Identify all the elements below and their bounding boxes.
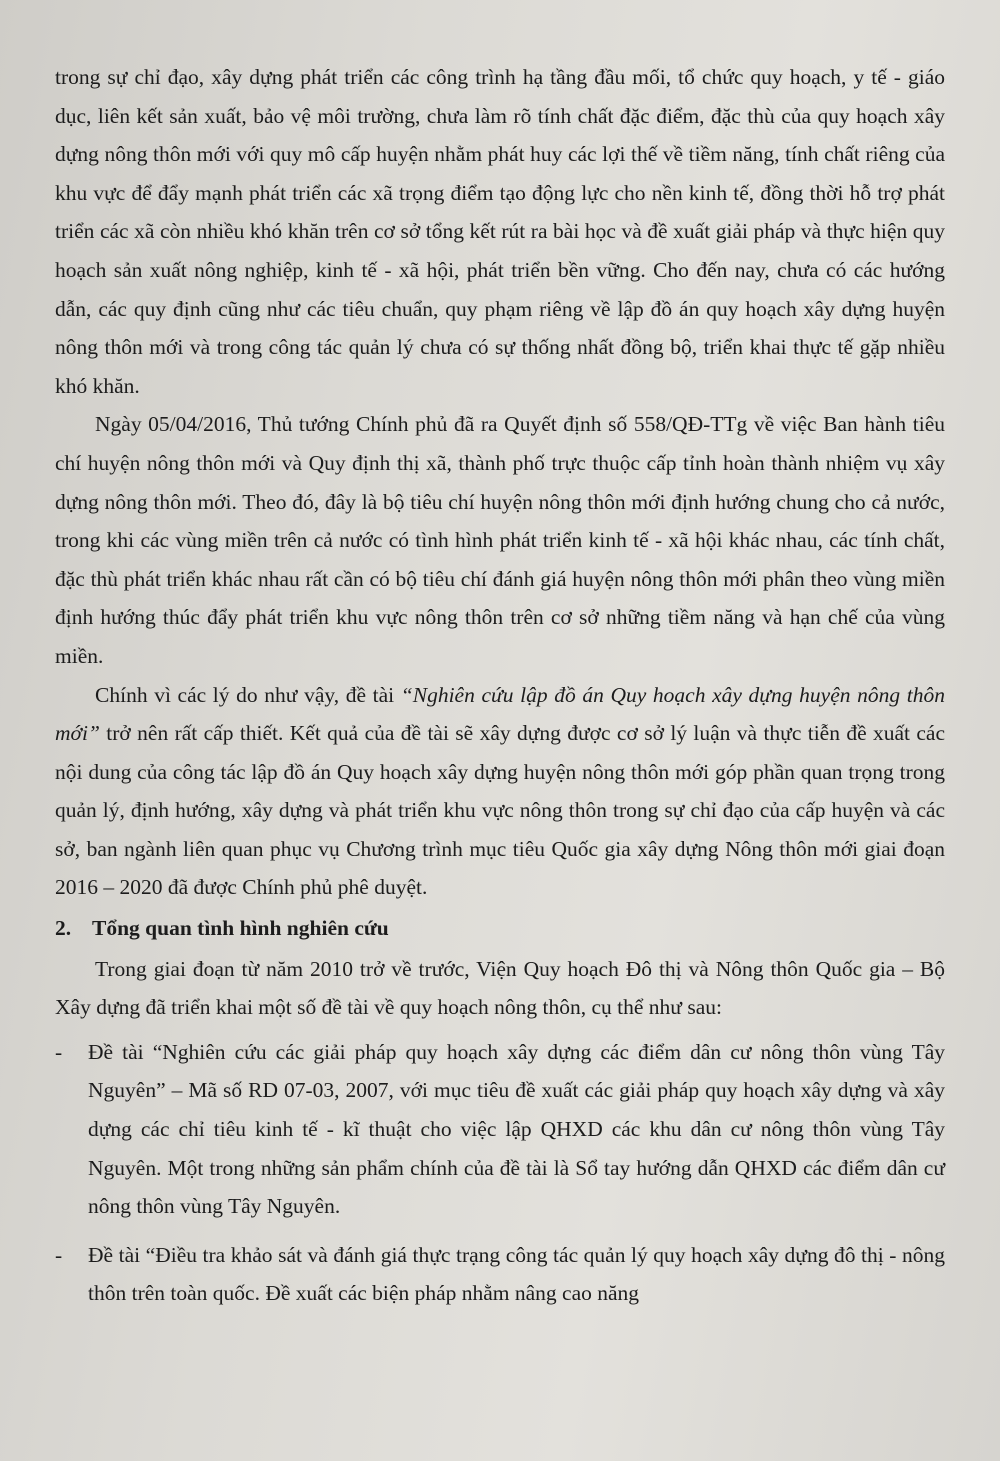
paragraph-3-end: trở nên rất cấp thiết. Kết quả của đề tài sẽ xây dựng được cơ sở lý luận và thực tiễn đề xuất các nội dung của công tác lập đồ án Quy hoạch xây dựng huyện nông thôn mới góp phần quan trọng trong quản lý, định hướng, xây dựng và phát triển khu vực nông thôn trong sự chỉ đạo của cấp huyện và các sở, ban ngành liên quan phục vụ Chương trình mục tiêu Quốc gia xây dựng Nông thôn mới giai đoạn 2016 – 2020 đã được Chính phủ phê duyệt. — [55, 721, 945, 900]
paragraph-1: trong sự chỉ đạo, xây dựng phát triển các công trình hạ tầng đầu mối, tổ chức quy hoạch, y tế - giáo dục, liên kết sản xuất, bảo vệ môi trường, chưa làm rõ tính chất đặc điểm, đặc thù của quy hoạch xây dựng nông thôn mới với quy mô cấp huyện nhằm phát huy các lợi thế về tiềm năng, tính chất riêng của khu vực để đẩy mạnh phát triển các xã trọng điểm tạo động lực cho nền kinh tế, đồng thời hỗ trợ phát triển các xã còn nhiều khó khăn trên cơ sở tổng kết rút ra bài học và đề xuất giải pháp và thực hiện quy hoạch sản xuất nông nghiệp, kinh tế - xã hội, phát triển bền vững. Cho đến nay, chưa có các hướng dẫn, các quy định cũng như các tiêu chuẩn, quy phạm riêng về lập đồ án quy hoạch xây dựng huyện nông thôn mới và trong công tác quản lý chưa có sự thống nhất đồng bộ, triển khai thực tế gặp nhiều khó khăn. — [55, 65, 945, 398]
list-item — [55, 1033, 945, 1226]
paragraph-2: Ngày 05/04/2016, Thủ tướng Chính phủ đã ra Quyết định số 558/QĐ-TTg về việc Ban hành tiêu chí huyện nông thôn mới và Quy định thị xã, thành phố trực thuộc cấp tỉnh hoàn thành nhiệm vụ xây dựng nông thôn mới. Theo đó, đây là bộ tiêu chí huyện nông thôn mới định hướng chung cho cả nước, trong khi các vùng miền trên cả nước có tình hình phát triển kinh tế - xã hội khác nhau, các tính chất, đặc thù phát triển khác nhau rất cần có bộ tiêu chí đánh giá huyện nông thôn mới phân theo vùng miền định hướng thúc đẩy phát triển khu vực nông thôn trên cơ sở những tiềm năng và hạn chế của vùng miền. — [55, 412, 945, 668]
paragraph-3-start: Chính vì các lý do như vậy, đề tài — [95, 682, 401, 707]
bullet-dash: - — [55, 1242, 63, 1267]
bullet-list — [55, 1033, 945, 1313]
research-title-italic: “Nghiên cứu lập đồ án Quy hoạch xây dựng huyện nông thôn mới” — [55, 682, 945, 746]
bullet-text: Đề tài “Điều tra khảo sát và đánh giá thực trạng công tác quản lý quy hoạch xây dựng đô thị - nông thôn trên toàn quốc. Đề xuất các biện pháp nhằm nâng cao năng — [88, 1242, 945, 1306]
section-number: 2. — [55, 916, 72, 941]
list-item — [55, 1236, 945, 1313]
paragraph-4: Trong giai đoạn từ năm 2010 trở về trước, Viện Quy hoạch Đô thị và Nông thôn Quốc gia – Bộ Xây dựng đã triển khai một số đề tài về quy hoạch nông thôn, cụ thể như sau: — [55, 956, 945, 1020]
paragraph-3 — [55, 676, 945, 908]
section-title: Tổng quan tình hình nghiên cứu — [92, 916, 389, 941]
bullet-text: Đề tài “Nghiên cứu các giải pháp quy hoạch xây dựng các điểm dân cư nông thôn vùng Tây Nguyên” – Mã số RD 07-03, 2007, với mục tiêu đề xuất các giải pháp quy hoạch xây dựng và xây dựng các chỉ tiêu kinh tế - kĩ thuật cho việc lập QHXD các khu dân cư nông thôn vùng Tây Nguyên. Một trong những sản phẩm chính của đề tài là Sổ tay hướng dẫn QHXD các điểm dân cư nông thôn vùng Tây Nguyên. — [88, 1039, 945, 1219]
section-heading — [55, 909, 945, 948]
bullet-dash: - — [55, 1039, 63, 1064]
document-body — [55, 58, 945, 1323]
